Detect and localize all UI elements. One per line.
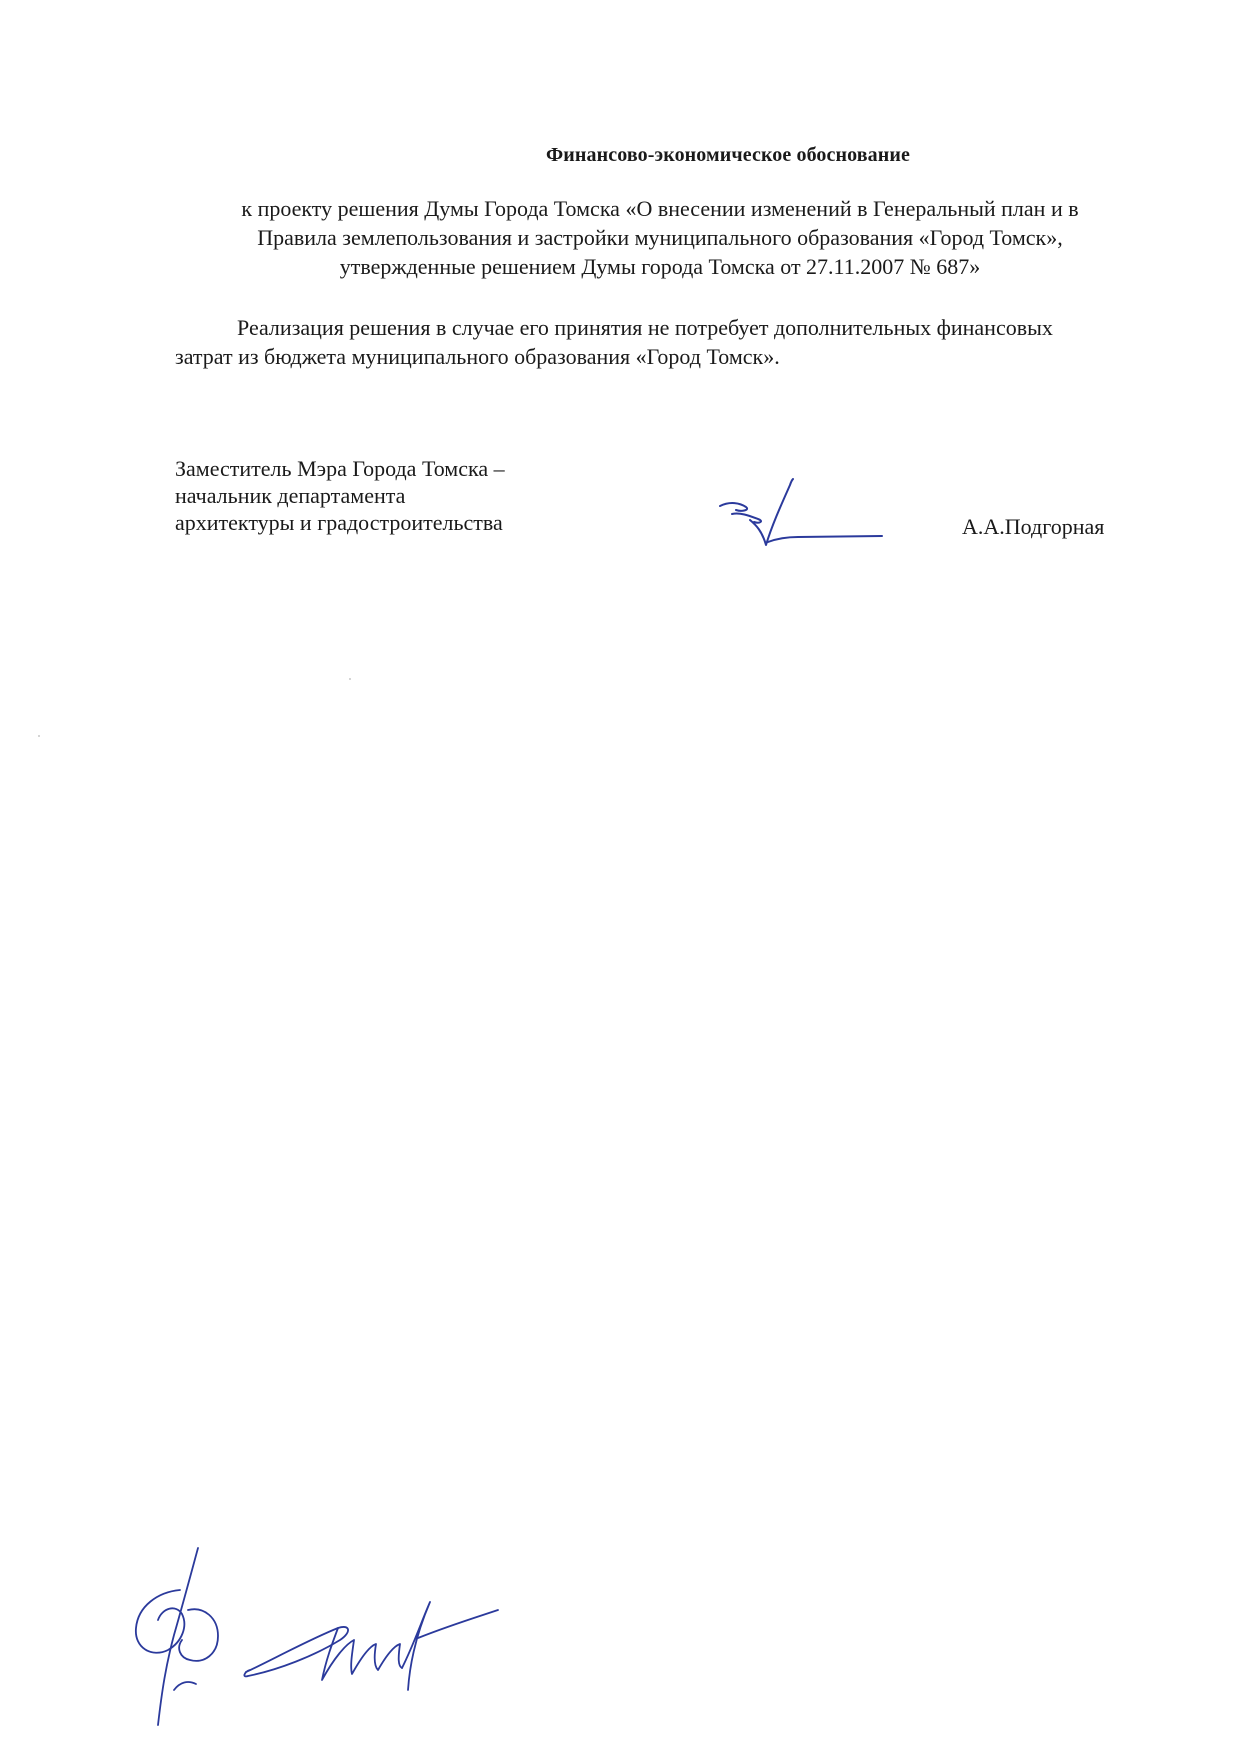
subject-line: Правила землепользования и застройки муниципального образования «Город Томск», xyxy=(257,225,1063,250)
signatory-position xyxy=(175,455,655,536)
scan-speck xyxy=(349,678,351,680)
signatory-name: А.А.Подгорная xyxy=(962,514,1105,539)
scan-speck xyxy=(38,735,40,737)
handwritten-initials-icon xyxy=(118,1540,538,1740)
document-subject xyxy=(160,194,1160,281)
body-line: Реализация решения в случае его принятия не потребует дополнительных финансовых xyxy=(237,315,1053,340)
document-body xyxy=(175,313,1175,371)
handwritten-signature-icon xyxy=(716,475,886,555)
document-title: Финансово-экономическое обоснование xyxy=(546,144,910,166)
position-line: начальник департамента xyxy=(175,483,406,508)
position-line: Заместитель Мэра Города Томска – xyxy=(175,456,505,481)
subject-line: утвержденные решением Думы города Томска от 27.11.2007 № 687» xyxy=(339,254,981,279)
subject-line: к проекту решения Думы Города Томска «О внесении изменений в Генеральный план и в xyxy=(241,196,1079,221)
position-line: архитектуры и градостроительства xyxy=(175,510,503,535)
body-line: затрат из бюджета муниципального образования «Город Томск». xyxy=(175,344,780,369)
